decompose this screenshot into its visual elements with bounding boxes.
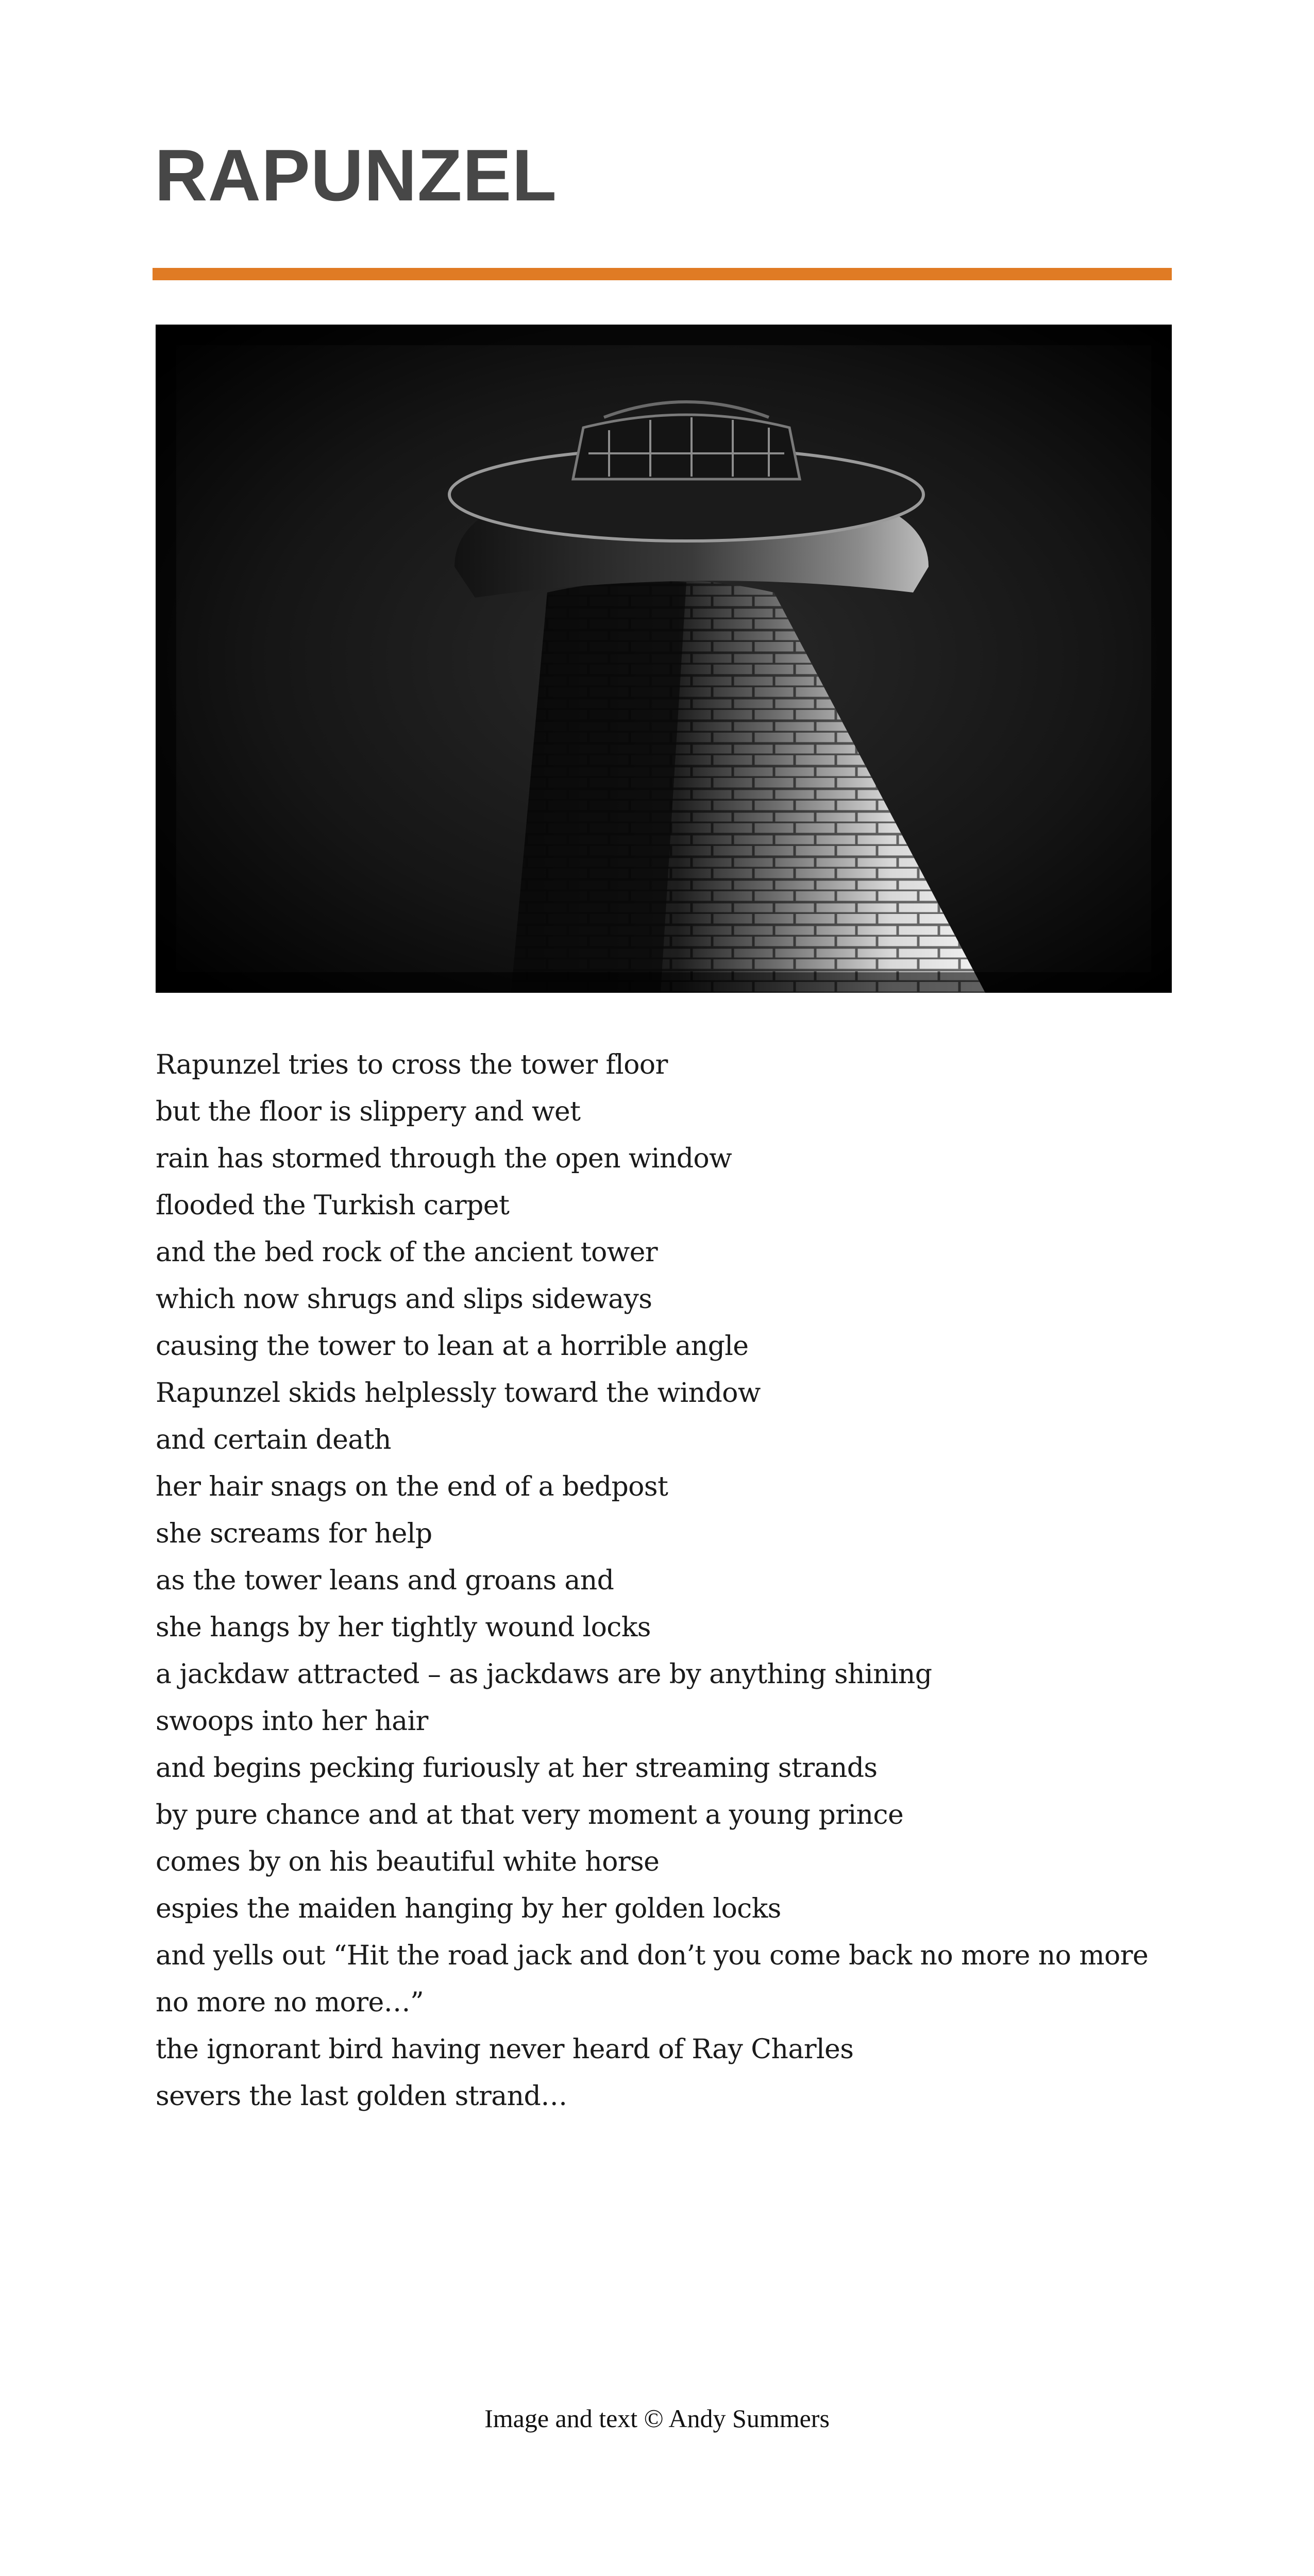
poem-line: she screams for help: [156, 1518, 432, 1549]
poem-line: by pure chance and at that very moment a young prince: [156, 1800, 904, 1831]
poem-line: and certain death: [156, 1425, 391, 1455]
poem-line: causing the tower to lean at a horrible angle: [156, 1331, 749, 1362]
poem-line: which now shrugs and slips sideways: [156, 1284, 652, 1315]
poem-line: and yells out “Hit the road jack and don’t you come back no more no more no more no more…”: [156, 1940, 1149, 2018]
poem-line: and begins pecking furiously at her streaming strands: [156, 1753, 878, 1784]
poem-line: as the tower leans and groans and: [156, 1565, 614, 1596]
poem-line: but the floor is slippery and wet: [156, 1096, 581, 1127]
title-divider: [153, 268, 1172, 280]
poem-line: Rapunzel tries to cross the tower floor: [156, 1049, 668, 1080]
poem-line: she hangs by her tightly wound locks: [156, 1612, 651, 1643]
lighthouse-photo: [156, 325, 1172, 993]
poem-text: [156, 1042, 1181, 2120]
copyright-credit: Image and text © Andy Summers: [484, 2404, 830, 2433]
poem-line: swoops into her hair: [156, 1706, 428, 1737]
poem-line: comes by on his beautiful white horse: [156, 1846, 660, 1877]
poem-line: severs the last golden strand…: [156, 2081, 567, 2112]
poem-line: Rapunzel skids helplessly toward the window: [156, 1378, 761, 1409]
poem-line: her hair snags on the end of a bedpost: [156, 1471, 668, 1502]
poem-line: and the bed rock of the ancient tower: [156, 1237, 658, 1268]
poem-line: espies the maiden hanging by her golden locks: [156, 1893, 781, 1924]
poem-line: rain has stormed through the open window: [156, 1143, 732, 1174]
poem-line: flooded the Turkish carpet: [156, 1190, 510, 1221]
poem-line: the ignorant bird having never heard of Ray Charles: [156, 2034, 854, 2065]
poem-line: a jackdaw attracted – as jackdaws are by anything shining: [156, 1659, 932, 1690]
page-title: RAPUNZEL: [155, 134, 558, 216]
